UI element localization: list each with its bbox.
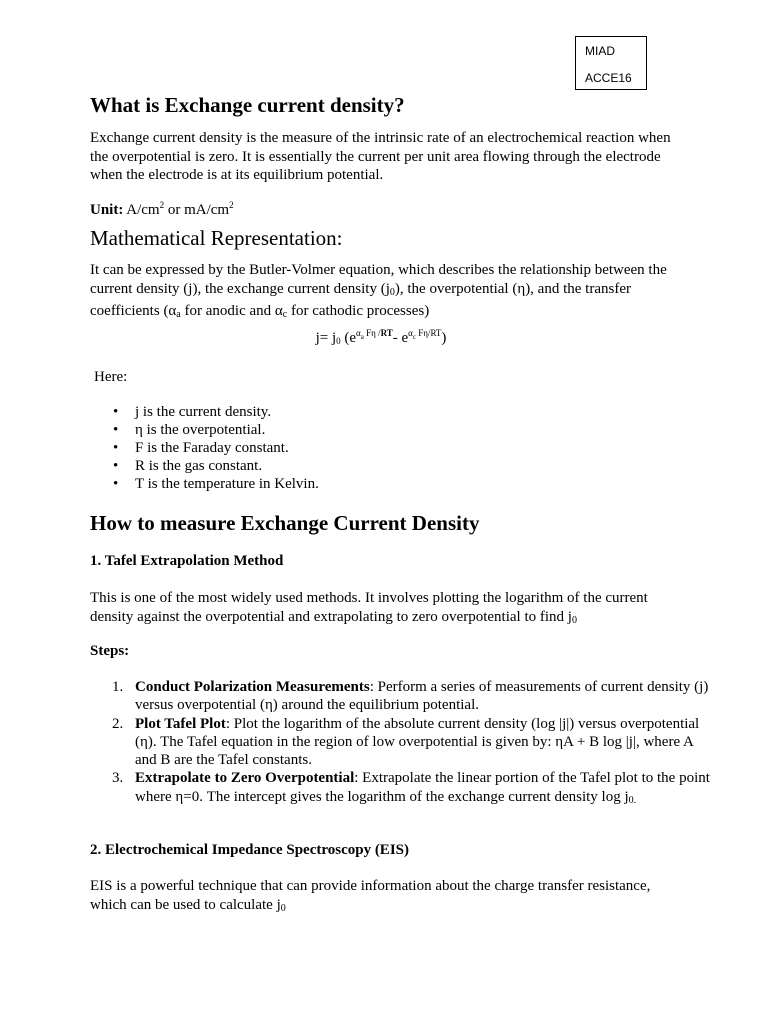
eq-exp1-rt: RT (380, 328, 393, 338)
list-item: • T is the temperature in Kelvin. (135, 475, 319, 493)
method1-text: This is one of the most widely used methods. It involves plotting the logarithm of the current density against the overpotential and extrapolating to zero overpotential to find j (90, 590, 648, 625)
unit-value-1: A/cm (123, 202, 160, 218)
tag-line-2: ACCE16 (585, 71, 632, 85)
step-title: Conduct Polarization Measurements (135, 679, 370, 695)
step-text: : Perform a series of measurements of current density (j) versus overpotential (η) around the equilibrium potential. (135, 679, 709, 714)
page-title: What is Exchange current density? (90, 93, 405, 117)
list-item: • η is the overpotential. (135, 421, 319, 439)
step-number: 1. (112, 679, 124, 695)
eq-exponent-2 (408, 328, 442, 341)
math-text-sub-c: c (282, 309, 288, 320)
math-text-sub-a: 0 (389, 286, 395, 298)
definitions-list (90, 403, 319, 493)
method1-text-sub: 0 (571, 614, 577, 626)
eq-exp1-sub: a (360, 332, 364, 341)
step-title: Extrapolate to Zero Overpotential (135, 770, 355, 787)
math-text-part-a: It can be expressed by the Butler-Volmer equation, which describes the relationship between the current density (j), the exchange current density (j (90, 262, 667, 297)
tag-line-1: MIAD (585, 44, 615, 58)
eq-lhs-sub: 0 (336, 336, 341, 346)
list-item: • R is the gas constant. (135, 457, 319, 475)
eq-exponent-1 (356, 328, 393, 341)
list-item (112, 715, 713, 770)
list-item: • j is the current density. (135, 403, 319, 421)
method1-paragraph (90, 589, 690, 630)
unit-sup-2: 2 (229, 200, 234, 210)
math-text-part-b: ), the overpotential (η), and the transfer coefficients (α (90, 280, 631, 319)
here-label: Here: (94, 369, 128, 385)
method1-heading: 1. Tafel Extrapolation Method (90, 553, 284, 569)
step-number: 3. (112, 770, 124, 787)
eq-exp2-sub: c (412, 332, 416, 341)
method2-heading: 2. Electrochemical Impedance Spectroscopy (EIS) (90, 842, 409, 858)
unit-middle: or mA/cm (164, 202, 230, 218)
step-text: : Plot the logarithm of the absolute current density (log |j|) versus overpotential (η). The Tafel equation in the region of low overpotential is given by: ηA + B log |j|, where A and B are the Tafel constants. (135, 715, 700, 769)
eq-lhs: j= j (315, 330, 337, 346)
unit-sup-1: 2 (159, 200, 165, 210)
intro-paragraph: Exchange current density is the measure of the intrinsic rate of an electrochemical reaction when the overpotential is zero. It is essentially the current per unit area flowing through the electrode when the electrode is at its equilibrium potential. (90, 130, 671, 183)
list-item: • F is the Faraday constant. (135, 439, 319, 457)
step-title: Plot Tafel Plot (135, 715, 226, 732)
eq-minus: - e (392, 330, 409, 346)
measure-heading: How to measure Exchange Current Density (90, 511, 480, 535)
math-text-sub-b: a (176, 309, 181, 320)
eq-exp1-alpha: α (356, 328, 361, 338)
steps-list (90, 678, 713, 810)
document-tag-box (575, 36, 647, 90)
math-paragraph (90, 261, 690, 325)
eq-close: ) (441, 330, 447, 346)
math-text-part-c: for anodic and α (180, 303, 283, 319)
butler-volmer-equation (0, 328, 762, 347)
step-text-sub: 0. (628, 794, 637, 806)
math-heading-colon: : (336, 226, 343, 250)
math-heading (90, 226, 343, 251)
math-heading-title: Mathematical Representation (90, 226, 337, 250)
step-text: : Extrapolate the linear portion of the Tafel plot to the point where η=0. The intercept gives the logarithm of the exchange current density log j (135, 770, 710, 805)
eq-exp2-rest: Fη/RT (415, 328, 442, 338)
steps-heading: Steps: (90, 643, 130, 659)
eq-open: (e (340, 330, 357, 346)
math-text-part-d: for cathodic processes) (287, 303, 430, 319)
list-item (112, 678, 713, 715)
unit-line (90, 196, 690, 220)
method2-text: EIS is a powerful technique that can provide information about the charge transfer resistance, which can be used to calculate j (90, 878, 651, 913)
list-item (112, 769, 713, 810)
eq-exp1-rest: Fη / (363, 328, 381, 338)
step-number: 2. (112, 715, 124, 732)
method2-text-sub: 0 (280, 902, 286, 914)
unit-label: Unit: (90, 202, 124, 218)
eq-exp2-alpha: α (408, 328, 413, 338)
method2-paragraph (90, 877, 690, 918)
